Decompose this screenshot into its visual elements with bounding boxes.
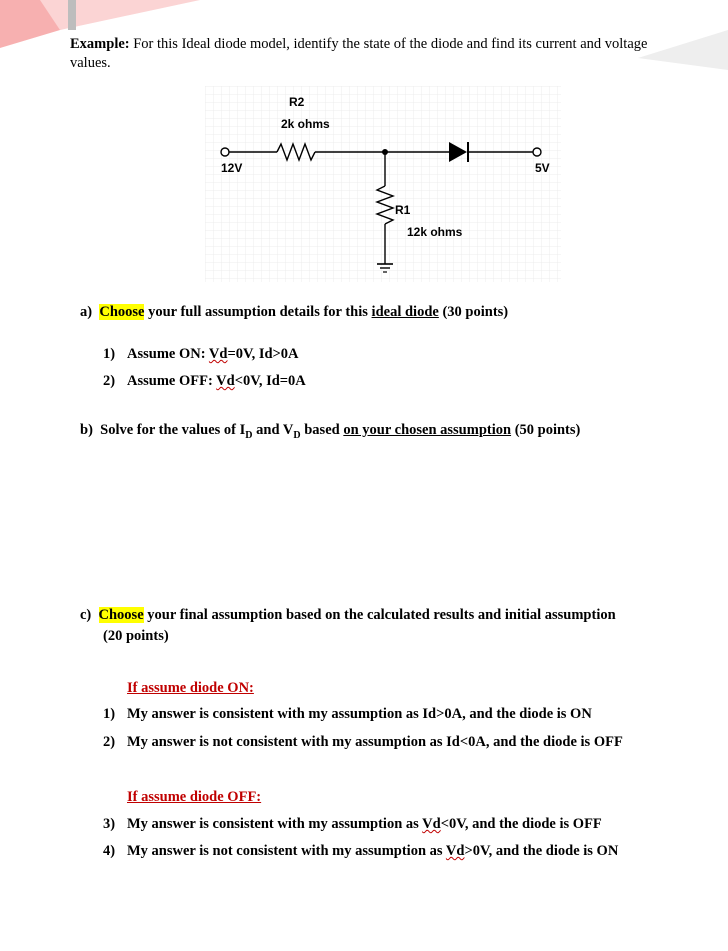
part-b-heading (80, 420, 580, 446)
option2-pre: Assume OFF: (127, 373, 213, 389)
if-assume-off-heading: If assume diode OFF: (127, 789, 262, 805)
result-item-2 (103, 732, 623, 752)
item4-pre: My answer is not consistent with my assumption as (127, 843, 443, 859)
assume-off-option (103, 371, 306, 391)
item2-text: My answer is not consistent with my assumption as Id<0A, and the diode is OFF (127, 734, 623, 750)
assume-on-option (103, 344, 299, 364)
option2-post: <0V, Id=0A (234, 373, 306, 389)
item3-post: <0V, and the diode is OFF (440, 816, 602, 832)
option1-post: =0V, Id>0A (227, 346, 299, 362)
right-terminal (533, 148, 541, 156)
part-b-text1: Solve for the values of I (100, 422, 246, 438)
part-c-choose: Choose (98, 607, 144, 623)
part-a-prefix: a) (80, 304, 93, 320)
result-item-4 (103, 841, 618, 861)
part-a-heading (80, 302, 508, 322)
item3-vd: Vd (422, 816, 441, 832)
part-a-text1: your full assumption details for this (148, 304, 368, 320)
source-left-label: 12V (221, 161, 243, 175)
if-assume-on-heading: If assume diode ON: (127, 680, 254, 696)
part-b-text2: and V (256, 422, 294, 438)
option1-pre: Assume ON: (127, 346, 206, 362)
item3-number: 3) (103, 816, 116, 832)
left-terminal (221, 148, 229, 156)
circuit-diagram (205, 86, 561, 282)
intro-label: Example: (70, 36, 130, 52)
part-c-heading (80, 605, 616, 625)
r2-name-label: R2 (289, 95, 305, 109)
grid-background (205, 86, 561, 282)
part-a-points: (30 points) (442, 304, 509, 320)
option1-number: 1) (103, 346, 116, 362)
part-c-text: your final assumption based on the calculated results and initial assumption (147, 607, 616, 623)
part-b-sub1: D (245, 429, 253, 441)
r1-name-label: R1 (395, 203, 411, 217)
result-item-3 (103, 814, 602, 834)
item4-post: >0V, and the diode is ON (464, 843, 619, 859)
part-a-choose: Choose (99, 304, 145, 320)
part-c-prefix: c) (80, 607, 92, 623)
part-b-prefix: b) (80, 422, 93, 438)
item1-text: My answer is consistent with my assumption as Id>0A, and the diode is ON (127, 706, 592, 722)
source-right-label: 5V (535, 161, 550, 175)
option2-number: 2) (103, 373, 116, 389)
part-a-ideal-diode: ideal diode (371, 304, 439, 320)
item1-number: 1) (103, 706, 116, 722)
item3-pre: My answer is consistent with my assumption as (127, 816, 419, 832)
intro-paragraph (70, 35, 670, 73)
item2-number: 2) (103, 734, 116, 750)
part-b-text3: based (304, 422, 340, 438)
option2-vd: Vd (216, 373, 235, 389)
r1-value-label: 12k ohms (407, 225, 463, 239)
item4-vd: Vd (445, 843, 465, 859)
r2-value-label: 2k ohms (281, 117, 330, 131)
part-b-underlined: on your chosen assumption (343, 422, 512, 438)
part-b-sub2: D (293, 429, 301, 441)
result-item-1 (103, 704, 592, 724)
option1-vd: Vd (208, 346, 228, 362)
part-b-points: (50 points) (514, 422, 581, 438)
item4-number: 4) (103, 843, 116, 859)
intro-text: For this Ideal diode model, identify the state of the diode and find its current and voltage values. (70, 36, 648, 71)
part-c-points: (20 points) (103, 628, 169, 644)
